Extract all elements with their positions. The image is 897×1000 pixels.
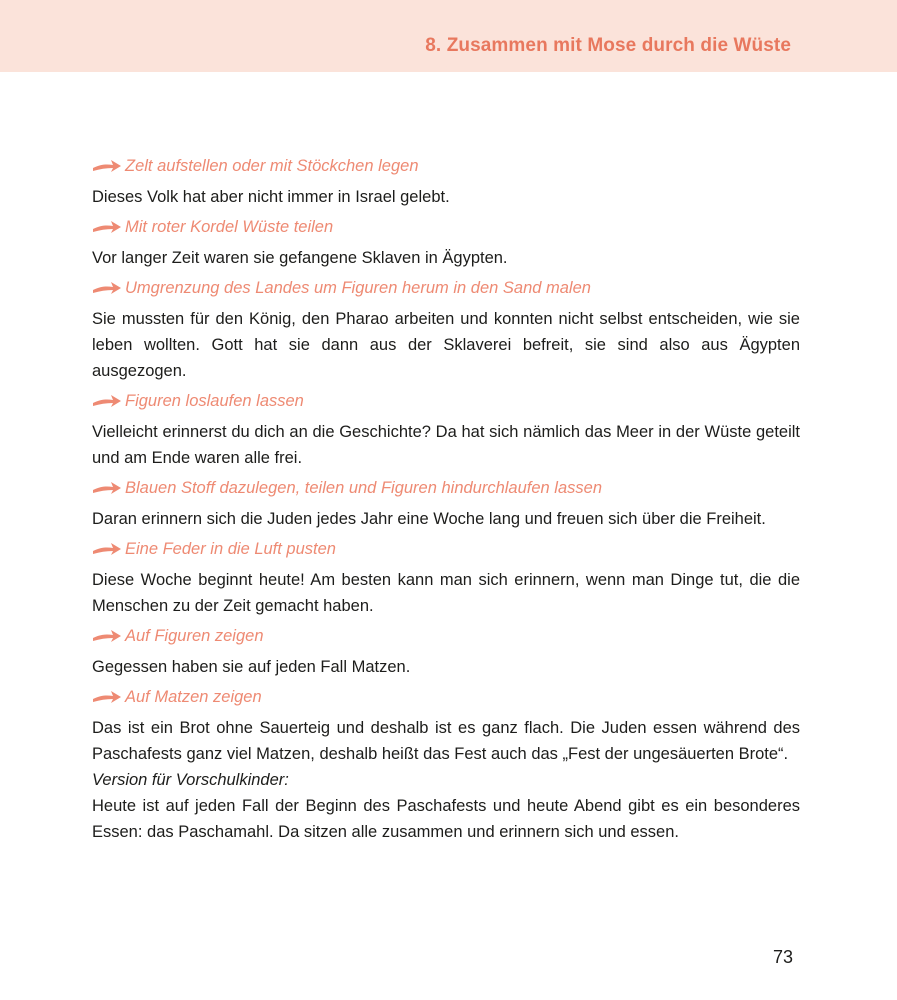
- arrow-right-icon: [92, 541, 122, 557]
- instruction-text: Eine Feder in die Luft pusten: [125, 539, 336, 558]
- page-content: [92, 153, 800, 849]
- story-paragraph: Vielleicht erinnerst du dich an die Geschichte? Da hat sich nämlich das Meer in der Wüste geteilt und am Ende waren alle frei.: [92, 423, 800, 467]
- instruction-line: [92, 475, 800, 501]
- arrow-right-icon: [92, 158, 122, 174]
- instruction-text: Mit roter Kordel Wüste teilen: [125, 217, 334, 236]
- arrow-right-icon: [92, 280, 122, 296]
- instruction-text: Auf Matzen zeigen: [125, 687, 262, 706]
- page-number: 73: [772, 947, 793, 967]
- story-paragraph: Sie mussten für den König, den Pharao arbeiten und konnten nicht selbst entscheiden, wie sie leben wollten. Gott hat sie dann aus der Sklaverei befreit, sie sind also aus Ägypten ausgezogen.: [92, 310, 800, 380]
- story-paragraph: Diese Woche beginnt heute! Am besten kann man sich erinnern, wenn man Dinge tut, die die Menschen zu der Zeit gemacht haben.: [92, 571, 800, 615]
- instruction-text: Figuren loslaufen lassen: [125, 391, 304, 410]
- header-band: [0, 0, 897, 72]
- arrow-right-icon: [92, 393, 122, 409]
- version-paragraph: Heute ist auf jeden Fall der Beginn des Paschafests und heute Abend gibt es ein besonderes Essen: das Paschamahl. Da sitzen alle zusammen und erinnern sich und essen.: [92, 797, 800, 841]
- instruction-text: Umgrenzung des Landes um Figuren herum in den Sand malen: [125, 278, 591, 297]
- story-paragraph: Dieses Volk hat aber nicht immer in Israel gelebt.: [92, 188, 450, 206]
- instruction-text: Zelt aufstellen oder mit Stöckchen legen: [125, 156, 419, 175]
- chapter-title: 8. Zusammen mit Mose durch die Wüste: [425, 35, 791, 56]
- instruction-line: [92, 153, 800, 179]
- arrow-right-icon: [92, 689, 122, 705]
- version-label: Version für Vorschulkinder:: [92, 771, 289, 789]
- arrow-right-icon: [92, 219, 122, 235]
- instruction-line: [92, 623, 800, 649]
- instruction-text: Blauen Stoff dazulegen, teilen und Figuren hindurchlaufen lassen: [125, 478, 603, 497]
- instruction-text: Auf Figuren zeigen: [125, 626, 264, 645]
- instruction-line: [92, 684, 800, 710]
- torn-edge-decoration: [0, 56, 897, 78]
- arrow-right-icon: [92, 480, 122, 496]
- instruction-line: [92, 388, 800, 414]
- story-paragraph: Das ist ein Brot ohne Sauerteig und deshalb ist es ganz flach. Die Juden essen während des Paschafests ganz viel Matzen, deshalb heißt das Fest auch das „Fest der ungesäuerten Brote“.: [92, 719, 800, 763]
- story-paragraph: Daran erinnern sich die Juden jedes Jahr eine Woche lang und freuen sich über die Freiheit.: [92, 510, 766, 528]
- instruction-line: [92, 536, 800, 562]
- story-paragraph: Vor langer Zeit waren sie gefangene Sklaven in Ägypten.: [92, 249, 508, 267]
- arrow-right-icon: [92, 628, 122, 644]
- instruction-line: [92, 275, 800, 301]
- instruction-line: [92, 214, 800, 240]
- story-paragraph: Gegessen haben sie auf jeden Fall Matzen.: [92, 658, 411, 676]
